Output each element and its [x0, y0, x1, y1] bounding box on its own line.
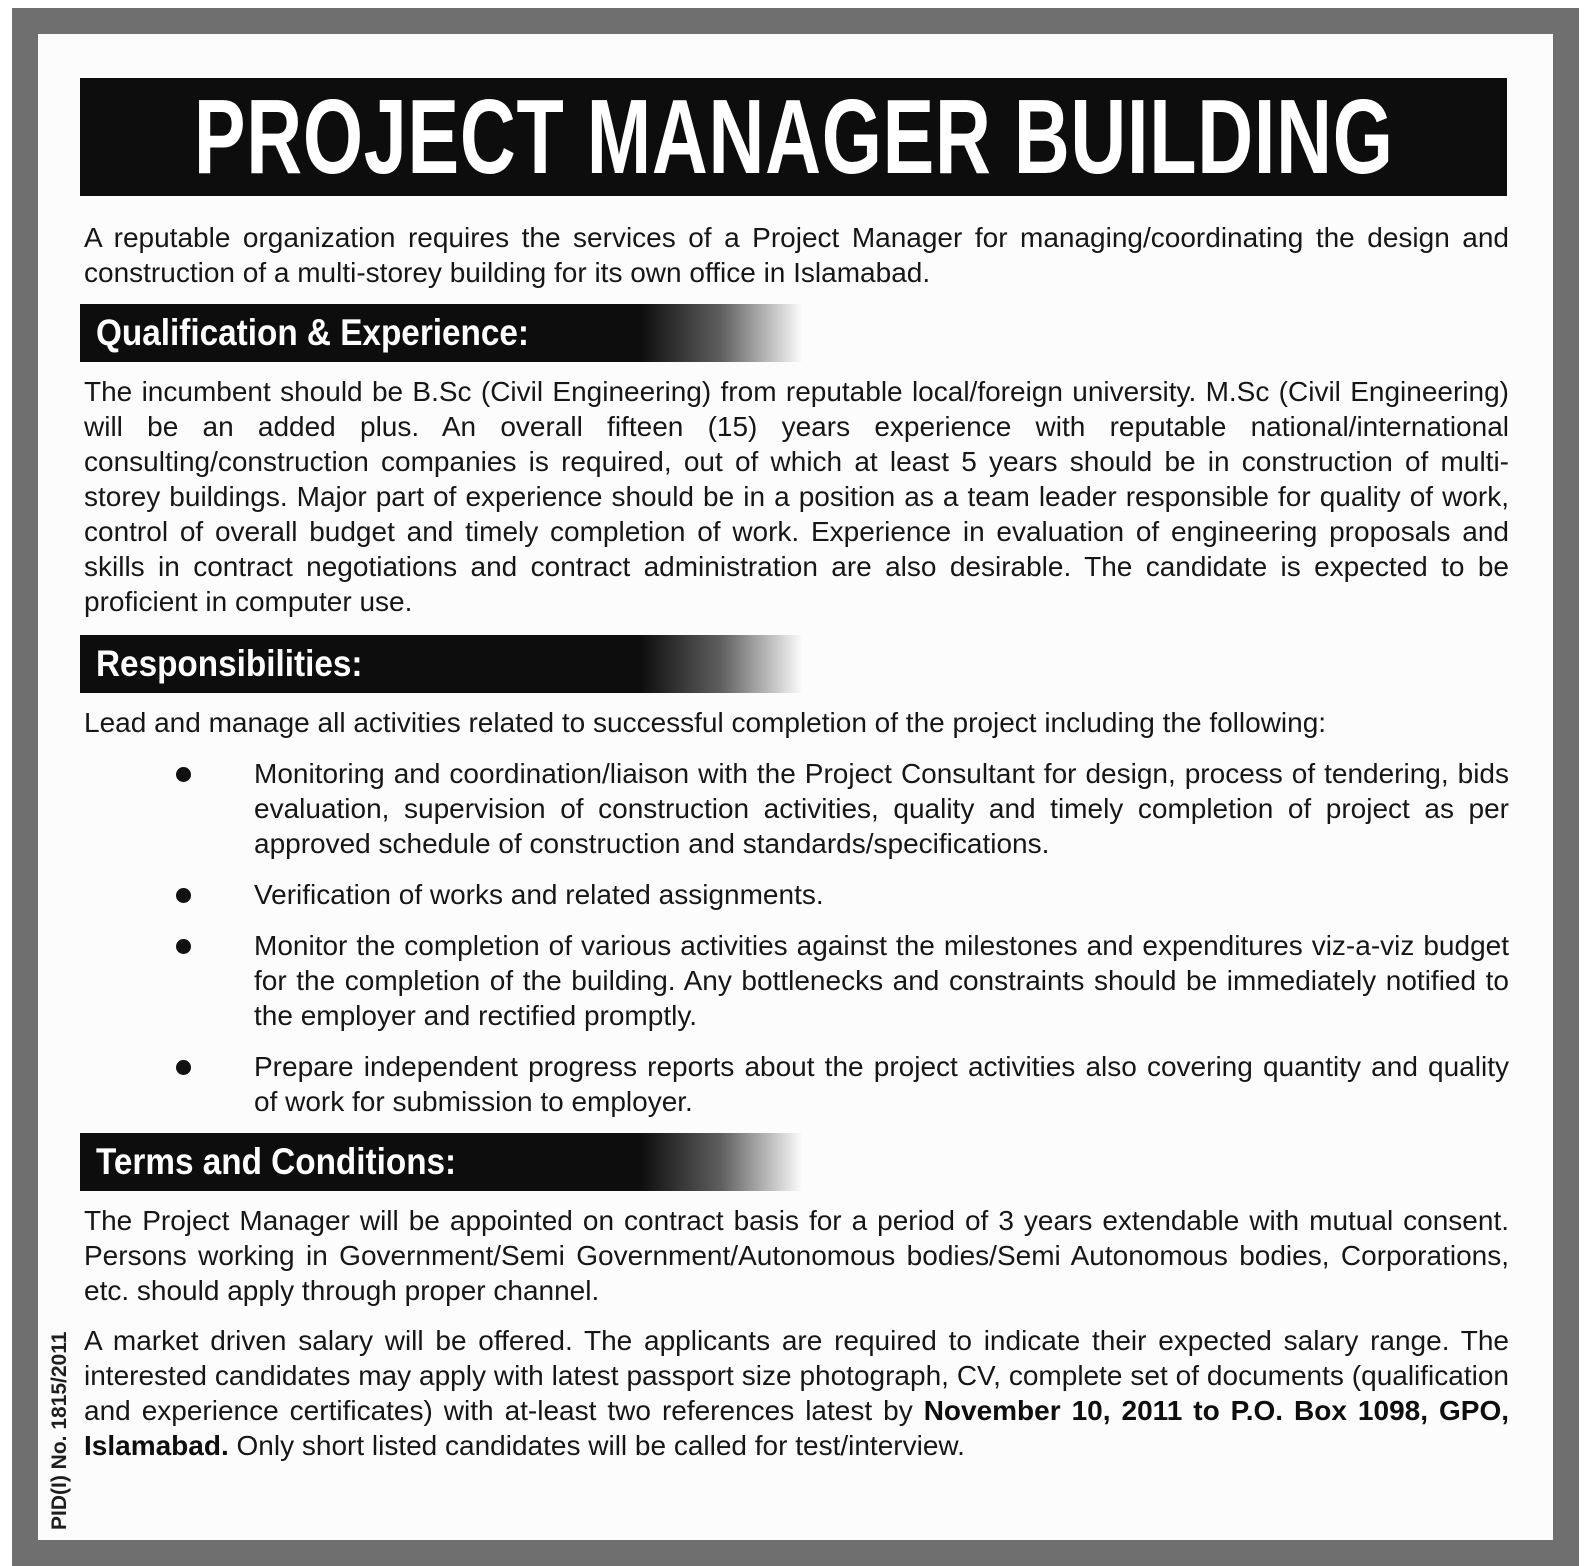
list-item-text: Verification of works and related assignments. [254, 879, 824, 910]
list-item-text: Monitor the completion of various activities against the milestones and expenditures viz-a-viz budget for the completion of the building. Any bottlenecks and constraints should be immediately notified to the employer and rectified promptly. [254, 930, 1509, 1031]
bullet-icon [176, 939, 191, 954]
list-item-text: Monitoring and coordination/liaison with the Project Consultant for design, process of tendering, bids evaluation, supervision of construction activities, quality and timely completion of project as per approved schedule of construction and standards/specifications. [254, 758, 1509, 859]
responsibilities-lead: Lead and manage all activities related to successful completion of the project including the following: [84, 707, 1327, 738]
ad-border-frame [12, 8, 1579, 1566]
qualification-heading: Qualification & Experience: [96, 312, 530, 353]
responsibilities-section-header [80, 635, 817, 693]
qualification-section-header [80, 304, 817, 362]
title-banner [80, 78, 1507, 196]
list-item-text: Prepare independent progress reports about the project activities also covering quantity and quality of work for submission to employer. [254, 1051, 1509, 1117]
bullet-icon [176, 767, 191, 782]
list-item [84, 877, 1509, 912]
responsibilities-list [84, 756, 1509, 1119]
terms-paragraph-2 [84, 1323, 1509, 1463]
terms-paragraph-1: The Project Manager will be appointed on contract basis for a period of 3 years extendable with mutual consent. Persons working in Government/Semi Government/Autonomous bodies/Semi Autonomous bodies, Corporations, etc. should apply through proper channel. [84, 1205, 1509, 1306]
ad-content [38, 34, 1553, 1540]
pid-reference-note: PID(I) No. 1815/2011 [48, 1331, 71, 1530]
terms-paragraph-2-end: Only short listed candidates will be called for test/interview. [228, 1430, 965, 1461]
terms-heading: Terms and Conditions: [96, 1141, 457, 1182]
list-item [84, 756, 1509, 861]
list-item [84, 1049, 1509, 1119]
responsibilities-heading: Responsibilities: [96, 643, 363, 684]
list-item [84, 928, 1509, 1033]
bullet-icon [176, 1060, 191, 1075]
intro-paragraph: A reputable organization requires the services of a Project Manager for managing/coordinating the design and construction of a multi-storey building for its own office in Islamabad. [84, 222, 1509, 288]
page-title: PROJECT MANAGER BUILDING [193, 78, 1394, 196]
qualification-paragraph: The incumbent should be B.Sc (Civil Engineering) from reputable local/foreign university. M.Sc (Civil Engineering) will be an added plus. An overall fifteen (15) years experience with reputable national/international consulting/construction companies is required, out of which at least 5 years should be in construction of multi-storey buildings. Major part of experience should be in a position as a team leader responsible for quality of work, control of overall budget and timely completion of work. Experience in evaluation of engineering proposals and skills in contract negotiations and contract administration are also desirable. The candidate is expected to be proficient in computer use. [84, 376, 1509, 617]
application-deadline-address: November 10, 2011 to P.O. Box 1098, GPO, Islamabad. [84, 1395, 1510, 1461]
terms-section-header [80, 1133, 817, 1191]
terms-paragraph-2-start: A market driven salary will be offered. The applicants are required to indicate their expected salary range. The interested candidates may apply with latest passport size photograph, CV, complete set of documents (qualification and experience certificates) with at-least two references latest by [84, 1325, 1509, 1426]
bullet-icon [176, 888, 191, 903]
